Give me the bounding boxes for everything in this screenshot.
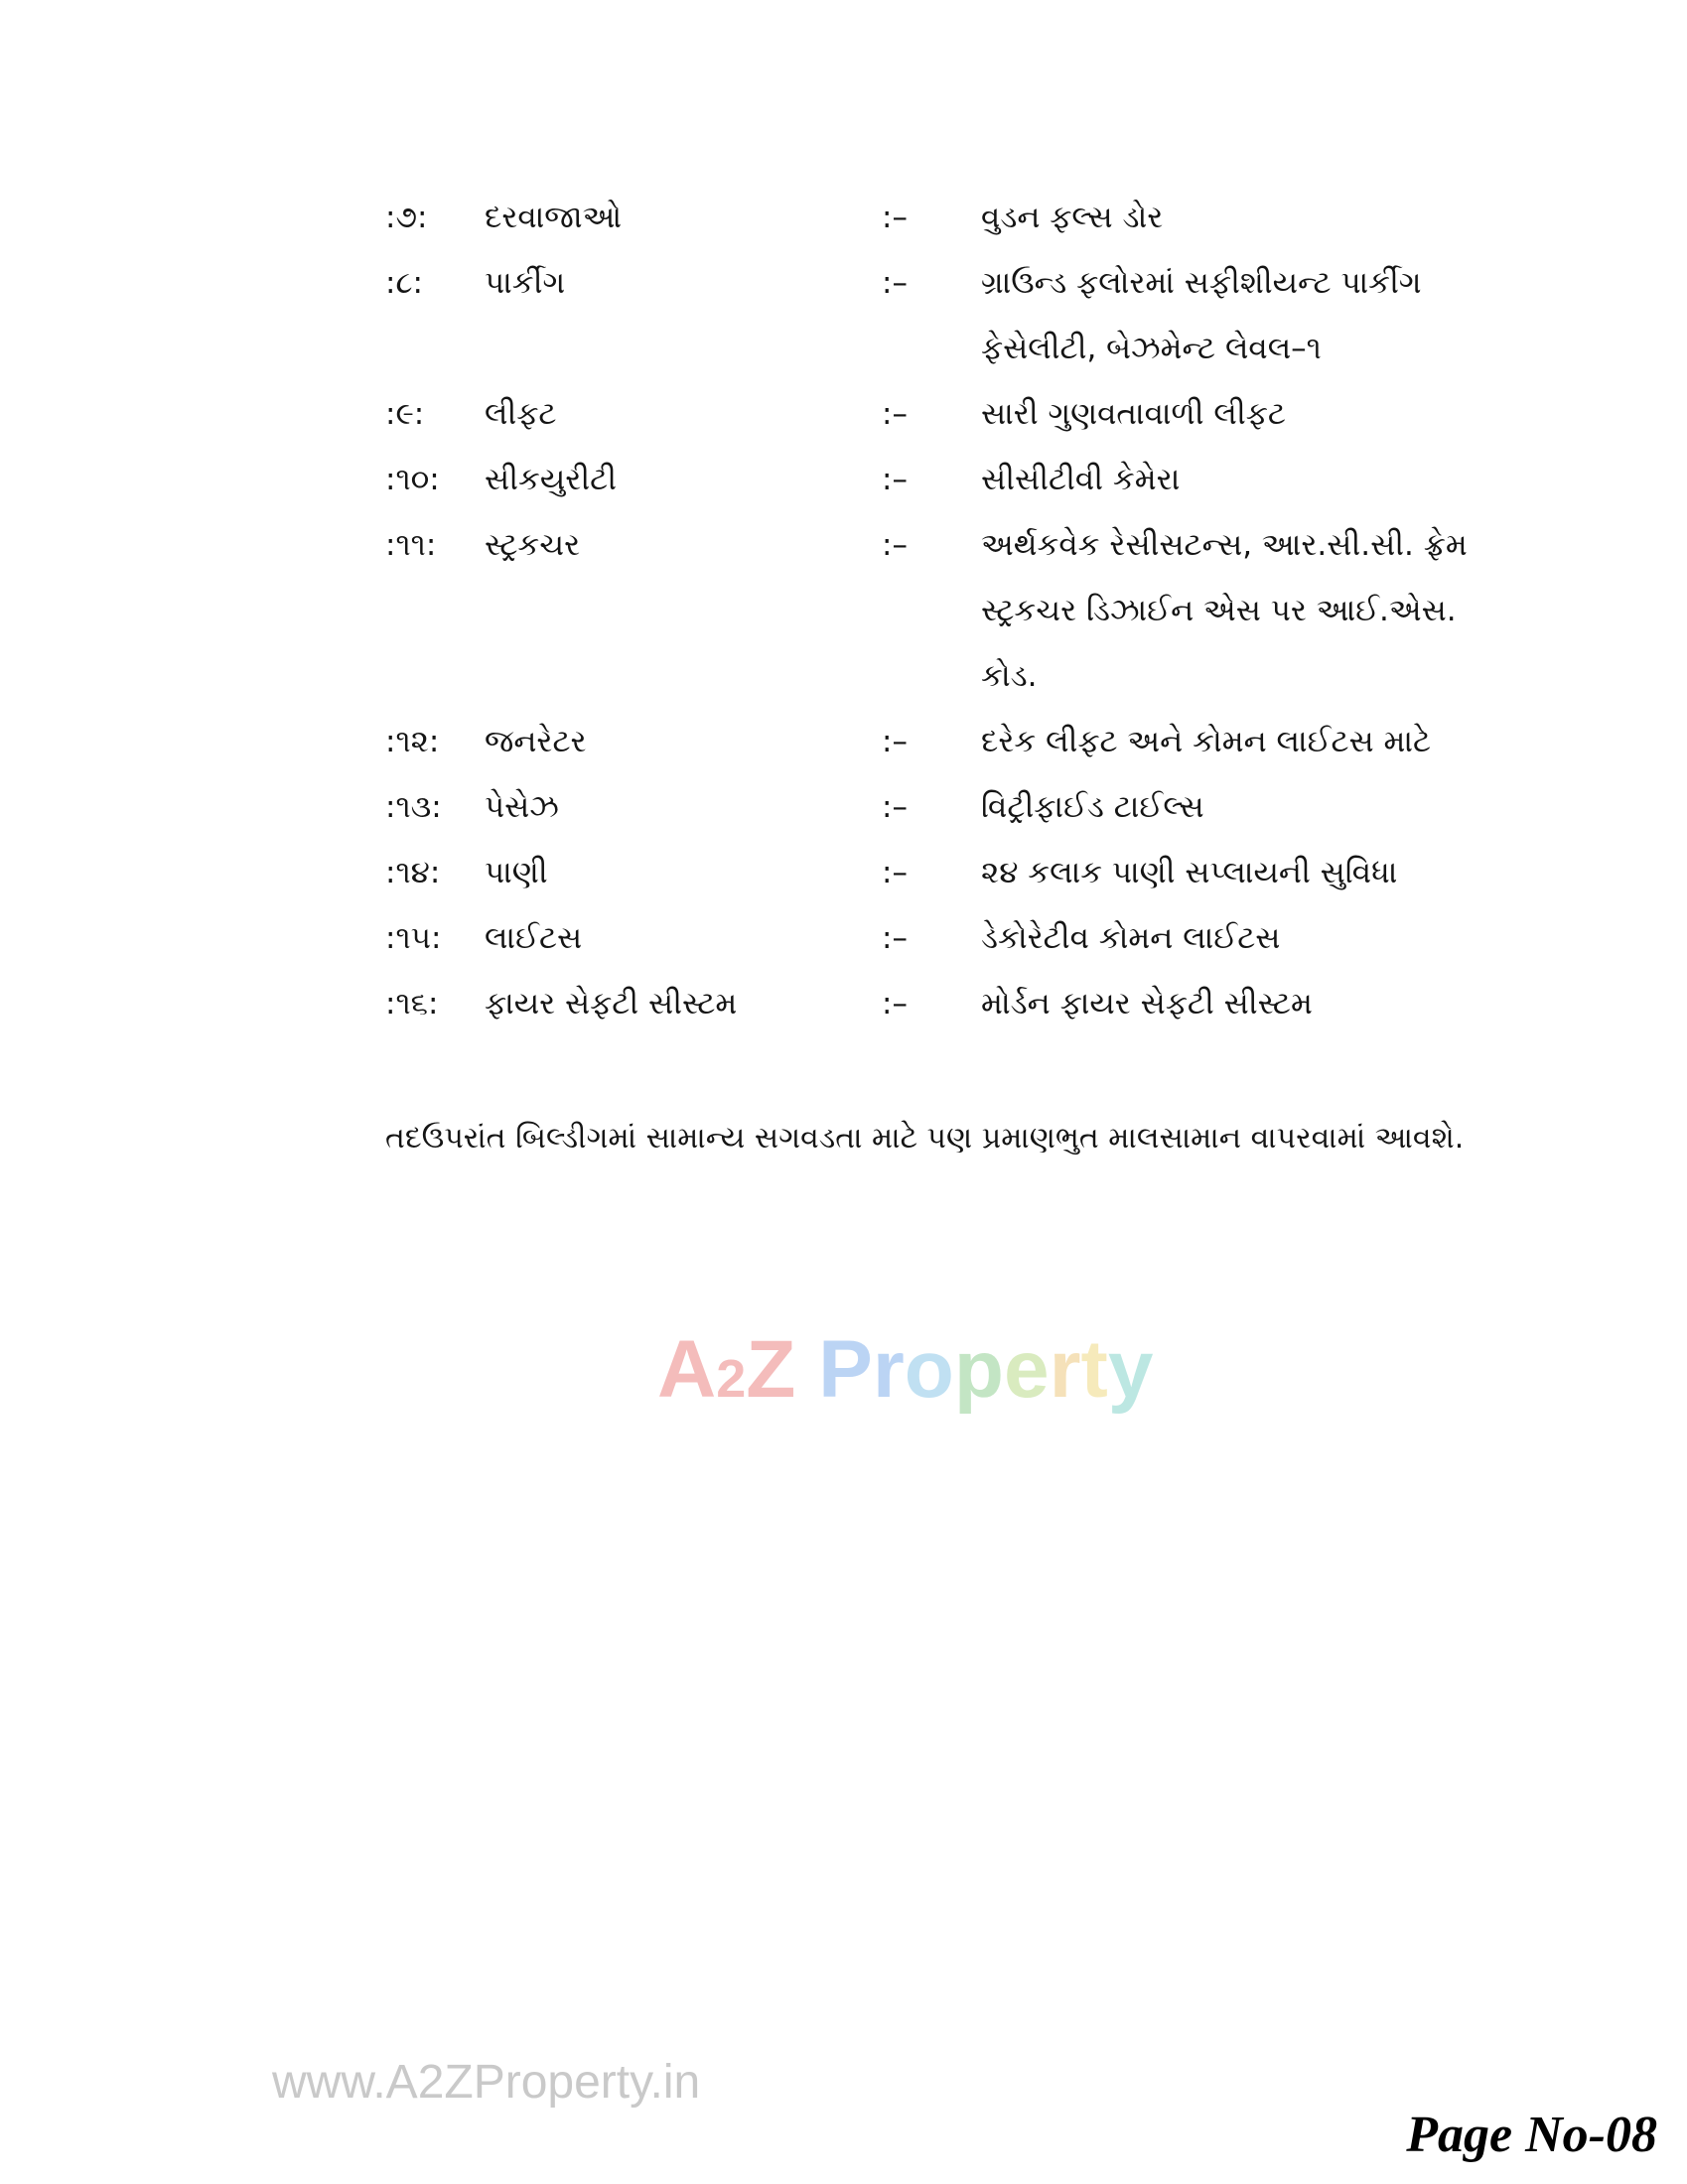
a2z-property-watermark-logo: [657, 1320, 1153, 1429]
spec-separator: :–: [882, 920, 908, 956]
spec-label: લાઈટસ: [485, 920, 583, 956]
spec-number: :૧૫:: [385, 920, 442, 956]
closing-note: તદઉપરાંત બિલ્ડીગમાં સામાન્ય સગવડતા માટે પણ પ્રમાણભુત માલસામાન વાપરવામાં આવશે.: [385, 1121, 1465, 1156]
spec-number: :૧૩:: [385, 789, 442, 825]
spec-row: [385, 250, 1517, 381]
spec-label: ફાયર સેફટી સીસ્ટમ: [485, 986, 738, 1022]
spec-row: [385, 185, 1517, 250]
spec-value: અર્થકવેક રેસીસટન્સ, આર.સી.સી. ફ્રેમ સ્ટ્રકચર ડિઝાઈન એસ પર આઈ.એસ. કોડ.: [981, 527, 1468, 694]
page-number: Page No-08: [1406, 2107, 1657, 2163]
spec-row: [385, 774, 1517, 840]
logo-letter: r: [872, 1324, 905, 1415]
spec-row: [385, 381, 1517, 447]
logo-letter: y: [1107, 1324, 1154, 1415]
logo-letter: p: [953, 1324, 1004, 1415]
spec-row: [385, 447, 1517, 512]
spec-label: પેસેઝ: [485, 789, 559, 825]
spec-label: સીકયુરીટી: [485, 462, 618, 497]
specification-list: [385, 185, 1517, 1036]
spec-row: [385, 709, 1517, 774]
spec-value: ડેકોરેટીવ કોમન લાઈટસ: [981, 920, 1281, 956]
spec-label: સ્ટ્રકચર: [485, 527, 581, 563]
spec-number: :૧૧:: [385, 527, 437, 563]
logo-letter: t: [1080, 1324, 1108, 1415]
spec-label: પાર્કીગ: [485, 265, 566, 301]
spec-separator: :–: [882, 462, 908, 497]
logo-letter: 2: [716, 1349, 747, 1409]
spec-row: [385, 840, 1517, 905]
spec-number: :૭:: [385, 200, 428, 235]
spec-row: [385, 512, 1517, 709]
spec-label: જનરેટર: [485, 724, 587, 759]
spec-number: :૧૦:: [385, 462, 440, 497]
spec-label: પાણી: [485, 855, 548, 890]
logo-letter: r: [1049, 1324, 1081, 1415]
spec-value: સીસીટીવી કેમેરા: [981, 462, 1181, 497]
spec-label: લીફટ: [485, 396, 557, 432]
spec-number: :૮:: [385, 265, 423, 301]
logo-letter: A: [657, 1324, 717, 1415]
spec-number: :૧૪:: [385, 855, 441, 890]
logo-letter: Z: [746, 1324, 796, 1415]
spec-separator: :–: [882, 724, 908, 759]
spec-label: દરવાજાઓ: [485, 200, 623, 235]
logo-letter: o: [904, 1324, 954, 1415]
spec-value: વુડન ફલ્સ ડોર: [981, 200, 1164, 235]
logo-letter: e: [1003, 1324, 1050, 1415]
spec-value: વિટ્રીફાઈડ ટાઈલ્સ: [981, 789, 1204, 825]
spec-row: [385, 971, 1517, 1036]
spec-number: :૧૬:: [385, 986, 439, 1022]
spec-separator: :–: [882, 200, 908, 235]
spec-separator: :–: [882, 986, 908, 1022]
spec-separator: :–: [882, 265, 908, 301]
spec-separator: :–: [882, 789, 908, 825]
spec-value: મોર્ડન ફાયર સેફટી સીસ્ટમ: [981, 986, 1313, 1022]
spec-value: દરેક લીફટ અને કોમન લાઈટસ માટે: [981, 724, 1432, 759]
spec-separator: :–: [882, 527, 908, 563]
spec-value: સારી ગુણવતાવાળી લીફટ: [981, 396, 1286, 432]
spec-value: ૨૪ કલાક પાણી સપ્લાયની સુવિધા: [981, 855, 1398, 890]
logo-letter: P: [818, 1324, 873, 1415]
spec-number: :૯:: [385, 396, 425, 432]
spec-row: [385, 905, 1517, 971]
spec-number: :૧૨:: [385, 724, 440, 759]
watermark-url: www.A2ZProperty.in: [272, 2056, 701, 2109]
spec-separator: :–: [882, 855, 908, 890]
spec-separator: :–: [882, 396, 908, 432]
spec-value: ગ્રાઉન્ડ ફલોરમાં સફીશીયન્ટ પાર્કીગ ફેસેલીટી, બેઝમેન્ટ લેવલ–૧: [981, 265, 1422, 366]
